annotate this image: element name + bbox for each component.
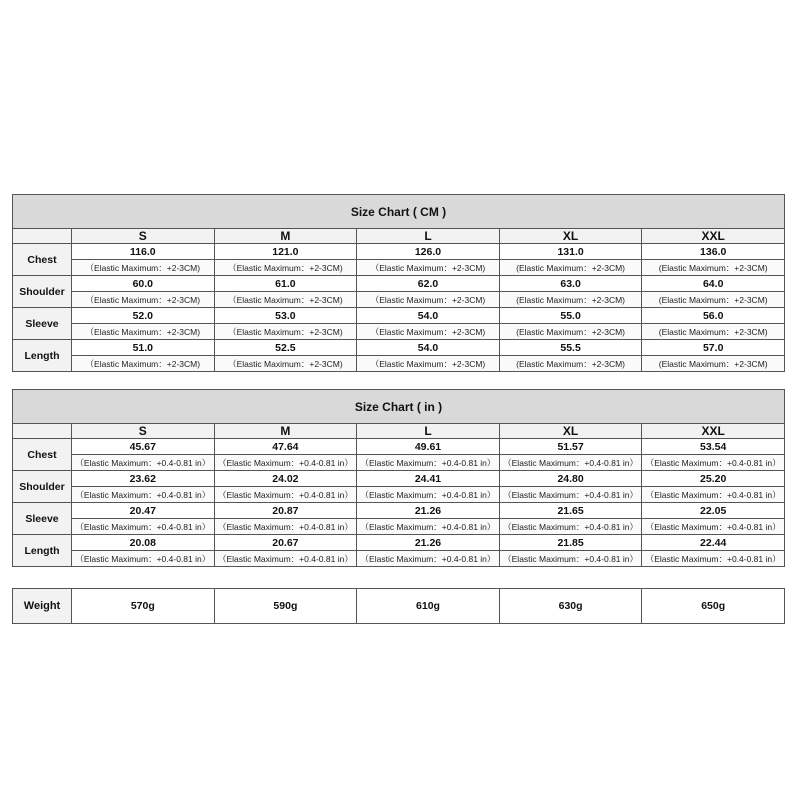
size-header: L — [357, 424, 500, 439]
measure-value: 52.0 — [72, 308, 215, 324]
measure-value: 60.0 — [72, 276, 215, 292]
measure-value: 24.41 — [357, 471, 500, 487]
elastic-note: （Elastic Maximum：+0.4-0.81 in） — [72, 487, 215, 503]
measure-value: 25.20 — [642, 471, 785, 487]
measure-value: 22.44 — [642, 535, 785, 551]
elastic-note: （Elastic Maximum：+0.4-0.81 in） — [642, 551, 785, 567]
elastic-note: (Elastic Maximum：+2-3CM) — [642, 292, 785, 308]
measure-value: 20.67 — [214, 535, 357, 551]
measure-value: 53.0 — [214, 308, 357, 324]
elastic-note: （Elastic Maximum：+0.4-0.81 in） — [72, 551, 215, 567]
elastic-note: （Elastic Maximum：+0.4-0.81 in） — [642, 487, 785, 503]
measure-value: 131.0 — [499, 244, 642, 260]
measure-value: 24.02 — [214, 471, 357, 487]
measure-value: 51.57 — [499, 439, 642, 455]
elastic-note: （Elastic Maximum：+0.4-0.81 in） — [642, 455, 785, 471]
elastic-note: (Elastic Maximum：+2-3CM) — [642, 356, 785, 372]
row-label: Sleeve — [13, 308, 72, 340]
in-row-chest-notes — [13, 455, 785, 471]
weight-value: 610g — [357, 589, 500, 624]
size-header: S — [72, 229, 215, 244]
elastic-note: （Elastic Maximum：+2-3CM) — [214, 324, 357, 340]
elastic-note: （Elastic Maximum：+0.4-0.81 in） — [357, 551, 500, 567]
cm-row-sleeve — [13, 308, 785, 324]
cm-row-length-notes — [13, 356, 785, 372]
size-header: M — [214, 424, 357, 439]
elastic-note: （Elastic Maximum：+0.4-0.81 in） — [499, 487, 642, 503]
elastic-note: （Elastic Maximum：+2-3CM) — [214, 292, 357, 308]
weight-label: Weight — [13, 589, 72, 624]
weight-value: 570g — [72, 589, 215, 624]
elastic-note: （Elastic Maximum：+0.4-0.81 in） — [214, 551, 357, 567]
row-label: Chest — [13, 244, 72, 276]
measure-value: 53.54 — [642, 439, 785, 455]
weight-row — [13, 589, 785, 624]
elastic-note: （Elastic Maximum：+2-3CM) — [214, 260, 357, 276]
elastic-note: (Elastic Maximum：+2-3CM) — [499, 260, 642, 276]
elastic-note: (Elastic Maximum：+2-3CM) — [499, 292, 642, 308]
size-chart-cm-table — [12, 194, 785, 372]
weight-value: 590g — [214, 589, 357, 624]
measure-value: 24.80 — [499, 471, 642, 487]
in-row-sleeve — [13, 503, 785, 519]
size-header: M — [214, 229, 357, 244]
cm-size-header-row — [13, 229, 785, 244]
cm-row-shoulder — [13, 276, 785, 292]
measure-value: 51.0 — [72, 340, 215, 356]
measure-value: 45.67 — [72, 439, 215, 455]
weight-table — [12, 588, 785, 624]
measure-value: 20.87 — [214, 503, 357, 519]
elastic-note: （Elastic Maximum：+2-3CM) — [214, 356, 357, 372]
elastic-note: （Elastic Maximum：+2-3CM) — [72, 356, 215, 372]
header-corner — [13, 424, 72, 439]
elastic-note: （Elastic Maximum：+2-3CM) — [72, 292, 215, 308]
weight-value: 630g — [499, 589, 642, 624]
elastic-note: (Elastic Maximum：+2-3CM) — [642, 260, 785, 276]
measure-value: 62.0 — [357, 276, 500, 292]
elastic-note: （Elastic Maximum：+2-3CM) — [357, 324, 500, 340]
measure-value: 57.0 — [642, 340, 785, 356]
in-row-sleeve-notes — [13, 519, 785, 535]
elastic-note: （Elastic Maximum：+0.4-0.81 in） — [72, 455, 215, 471]
measure-value: 55.0 — [499, 308, 642, 324]
cm-row-shoulder-notes — [13, 292, 785, 308]
row-label: Chest — [13, 439, 72, 471]
elastic-note: （Elastic Maximum：+0.4-0.81 in） — [499, 519, 642, 535]
weight-value: 650g — [642, 589, 785, 624]
measure-value: 63.0 — [499, 276, 642, 292]
elastic-note: （Elastic Maximum：+0.4-0.81 in） — [499, 551, 642, 567]
elastic-note: （Elastic Maximum：+2-3CM) — [357, 260, 500, 276]
measure-value: 20.47 — [72, 503, 215, 519]
elastic-note: （Elastic Maximum：+2-3CM) — [357, 356, 500, 372]
in-row-shoulder-notes — [13, 487, 785, 503]
measure-value: 49.61 — [357, 439, 500, 455]
measure-value: 54.0 — [357, 308, 500, 324]
in-chart-title: Size Chart ( in ) — [13, 390, 785, 424]
measure-value: 20.08 — [72, 535, 215, 551]
measure-value: 47.64 — [214, 439, 357, 455]
size-header: XL — [499, 229, 642, 244]
row-label: Length — [13, 340, 72, 372]
row-label: Shoulder — [13, 471, 72, 503]
elastic-note: （Elastic Maximum：+0.4-0.81 in） — [642, 519, 785, 535]
elastic-note: （Elastic Maximum：+0.4-0.81 in） — [72, 519, 215, 535]
size-header: XXL — [642, 424, 785, 439]
measure-value: 64.0 — [642, 276, 785, 292]
elastic-note: （Elastic Maximum：+2-3CM) — [72, 324, 215, 340]
in-row-length — [13, 535, 785, 551]
cm-row-sleeve-notes — [13, 324, 785, 340]
in-row-shoulder — [13, 471, 785, 487]
measure-value: 21.26 — [357, 535, 500, 551]
measure-value: 116.0 — [72, 244, 215, 260]
measure-value: 52.5 — [214, 340, 357, 356]
elastic-note: （Elastic Maximum：+2-3CM) — [357, 292, 500, 308]
row-label: Shoulder — [13, 276, 72, 308]
elastic-note: （Elastic Maximum：+0.4-0.81 in） — [214, 455, 357, 471]
elastic-note: （Elastic Maximum：+0.4-0.81 in） — [357, 519, 500, 535]
header-corner — [13, 229, 72, 244]
measure-value: 55.5 — [499, 340, 642, 356]
row-label: Sleeve — [13, 503, 72, 535]
elastic-note: （Elastic Maximum：+0.4-0.81 in） — [499, 455, 642, 471]
measure-value: 121.0 — [214, 244, 357, 260]
measure-value: 21.85 — [499, 535, 642, 551]
cm-row-length — [13, 340, 785, 356]
size-chart-in-table — [12, 389, 785, 567]
measure-value: 22.05 — [642, 503, 785, 519]
elastic-note: (Elastic Maximum：+2-3CM) — [499, 324, 642, 340]
row-label: Length — [13, 535, 72, 567]
elastic-note: （Elastic Maximum：+0.4-0.81 in） — [357, 487, 500, 503]
measure-value: 61.0 — [214, 276, 357, 292]
size-header: S — [72, 424, 215, 439]
in-size-header-row — [13, 424, 785, 439]
elastic-note: (Elastic Maximum：+2-3CM) — [642, 324, 785, 340]
cm-row-chest — [13, 244, 785, 260]
measure-value: 126.0 — [357, 244, 500, 260]
elastic-note: （Elastic Maximum：+0.4-0.81 in） — [214, 519, 357, 535]
elastic-note: （Elastic Maximum：+0.4-0.81 in） — [357, 455, 500, 471]
cm-row-chest-notes — [13, 260, 785, 276]
cm-chart-title: Size Chart ( CM ) — [13, 195, 785, 229]
elastic-note: (Elastic Maximum：+2-3CM) — [499, 356, 642, 372]
in-row-chest — [13, 439, 785, 455]
measure-value: 21.65 — [499, 503, 642, 519]
measure-value: 56.0 — [642, 308, 785, 324]
size-header: L — [357, 229, 500, 244]
elastic-note: （Elastic Maximum：+0.4-0.81 in） — [214, 487, 357, 503]
in-row-length-notes — [13, 551, 785, 567]
measure-value: 136.0 — [642, 244, 785, 260]
measure-value: 54.0 — [357, 340, 500, 356]
measure-value: 21.26 — [357, 503, 500, 519]
elastic-note: （Elastic Maximum：+2-3CM) — [72, 260, 215, 276]
measure-value: 23.62 — [72, 471, 215, 487]
size-header: XL — [499, 424, 642, 439]
size-header: XXL — [642, 229, 785, 244]
